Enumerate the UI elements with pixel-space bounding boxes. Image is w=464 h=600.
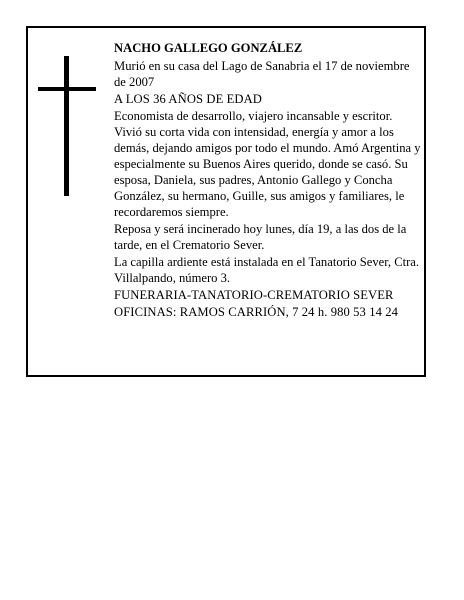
cross-horizontal-bar: [38, 87, 96, 91]
deceased-name: NACHO GALLEGO GONZÁLEZ: [114, 41, 303, 55]
chapel-paragraph: La capilla ardiente está instalada en el Tanatorio Sever, Ctra. Villalpando, número 3.: [114, 255, 420, 285]
death-details: Murió en su casa del Lago de Sanabria el 17 de noviembre de 2007: [114, 59, 410, 89]
cremation-paragraph: Reposa y será incinerado hoy lunes, día 19, a las dos de la tarde, en el Crematorio Sever.: [114, 222, 407, 252]
cross-vertical-bar: [64, 56, 69, 196]
age-line: A LOS 36 AÑOS DE EDAD: [114, 92, 262, 106]
obituary-notice: [26, 26, 426, 377]
funeral-home-name: FUNERARIA-TANATORIO-CREMATORIO SEVER: [114, 288, 394, 302]
obituary-text: [114, 40, 422, 321]
cross-icon: [38, 56, 96, 196]
biography-paragraph: Economista de desarrollo, viajero incansable y escritor. Vivió su corta vida con intensidad, energía y amor a los demás, dejando amigos por todo el mundo. Amó Argentina y especialmente su Buenos Aires querido, donde se casó. Su esposa, Daniela, sus padres, Antonio Gallego y Concha González, su hermano, Guille, sus amigos y familiares, le recordaremos siempre.: [114, 109, 421, 219]
office-contact: OFICINAS: RAMOS CARRIÓN, 7 24 h. 980 53 14 24: [114, 305, 399, 319]
